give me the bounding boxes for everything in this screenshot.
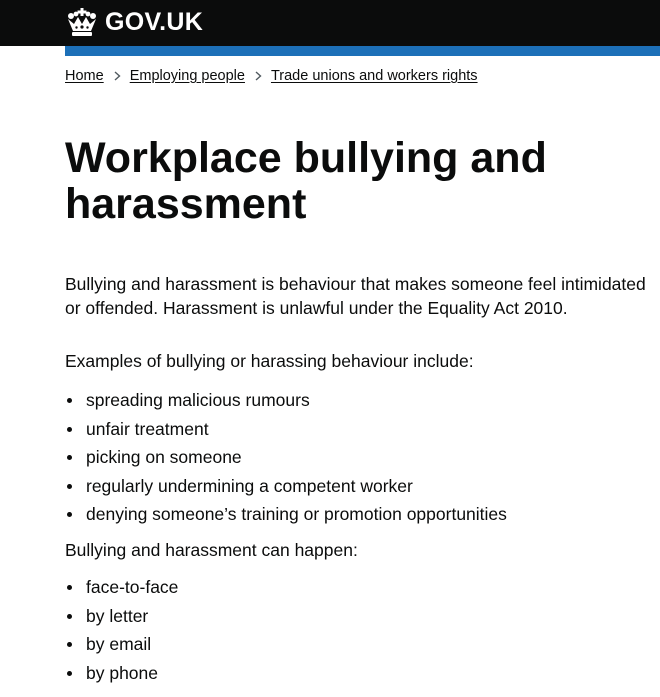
list-item-text: face-to-face [86, 577, 179, 597]
list-item-text: picking on someone [86, 447, 242, 467]
logo-text: GOV.UK [105, 8, 204, 36]
list-item [65, 632, 178, 661]
list-item-text: regularly undermining a competent worker [86, 475, 413, 496]
govuk-logo-link[interactable] [65, 7, 203, 37]
bullet [67, 614, 72, 619]
breadcrumb-employing-people-link[interactable]: Employing people [129, 68, 245, 84]
bullet [67, 671, 72, 676]
bullet [67, 642, 72, 647]
breadcrumb-trade-unions-link[interactable]: Trade unions and workers rights [270, 68, 478, 84]
list-item-text: by letter [86, 605, 149, 626]
chevron-right-icon [114, 71, 121, 81]
list-item-text: spreading malicious rumours [86, 390, 310, 410]
list-item-text: denying someone’s training or promotion opportunities [86, 504, 507, 524]
crown-icon [65, 7, 99, 37]
header-accent-bar [65, 46, 660, 56]
list-item-text: by phone [86, 662, 159, 683]
bullet [67, 484, 72, 489]
list-item [65, 445, 507, 474]
list-item [65, 417, 507, 446]
can-happen-intro: Bullying and harassment can happen: [65, 540, 358, 560]
list-item [65, 661, 178, 690]
bullet [67, 427, 72, 432]
list-item [65, 388, 507, 417]
bullet [67, 585, 72, 590]
bullet [67, 512, 72, 517]
page-title: Workplace bullying and harassment [65, 134, 547, 228]
lead-paragraph-line-1: Bullying and harassment is behaviour that makes someone feel intimidated [65, 274, 646, 294]
chevron-right-icon [255, 71, 262, 81]
bullet [67, 398, 72, 403]
list-item-text: unfair treatment [86, 418, 209, 439]
breadcrumb [65, 66, 478, 86]
breadcrumb-home-link[interactable]: Home [65, 68, 104, 84]
site-header [0, 0, 660, 46]
examples-list [65, 388, 507, 531]
list-item [65, 502, 507, 531]
list-item [65, 575, 178, 604]
examples-intro: Examples of bullying or harassing behaviour include: [65, 351, 474, 371]
list-item [65, 474, 507, 503]
list-item [65, 604, 178, 633]
list-item-text: by email [86, 634, 152, 654]
ways-list [65, 575, 178, 689]
bullet [67, 455, 72, 460]
lead-paragraph-line-2: or offended. Harassment is unlawful under the Equality Act 2010. [65, 298, 568, 318]
